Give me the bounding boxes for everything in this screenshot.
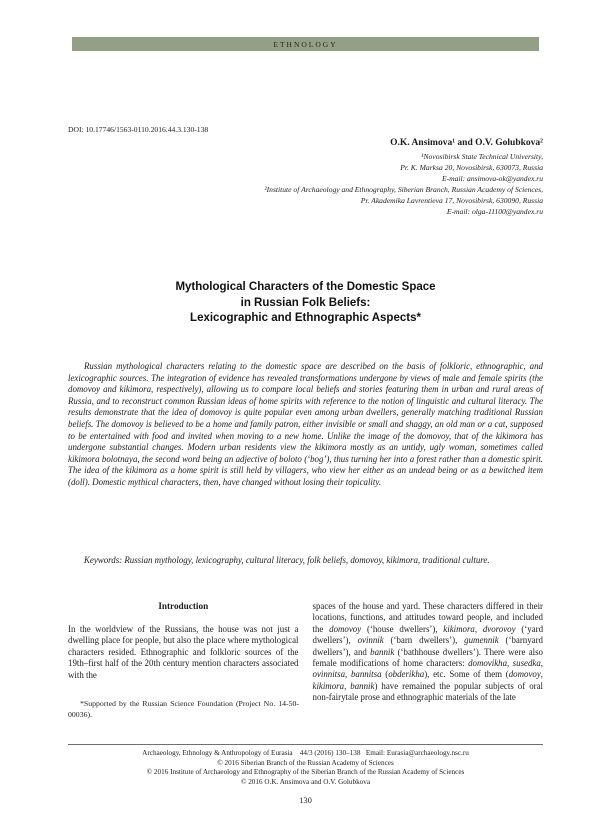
authors-block	[68, 138, 543, 217]
text-segment: susedka	[512, 658, 541, 669]
text-segment: ,	[507, 658, 513, 669]
article-title	[68, 280, 543, 327]
line: Lexicographic and Ethnographic Aspects*	[190, 312, 421, 324]
text-segment: ,	[344, 680, 351, 691]
line: E-mail: ansimova-ok@yandex.ru	[441, 174, 543, 183]
line: Pr. K. Marksa 20, Novosibirsk, 630073, Russia	[400, 163, 543, 172]
keywords-paragraph: Keywords: Russian mythology, lexicography, cultural literacy, folk beliefs, domovoy, kikimora, traditional culture.	[84, 555, 490, 565]
line: Pr. Akademika Lavrentieva 17, Novosibirsk, 630090, Russia	[360, 196, 543, 205]
text-segment: ,	[345, 669, 351, 680]
text-segment: obderikha	[388, 669, 425, 680]
text-segment: domovikha	[468, 658, 508, 669]
text-segment: domovoy	[508, 669, 541, 680]
text-segment: (‘barn dwellers’),	[383, 635, 465, 646]
text-segment: ,	[474, 623, 483, 634]
doi-text: DOI: 10.17746/1563-0110.2016.44.3.130-138	[68, 125, 209, 134]
text-segment: domovoy	[329, 623, 362, 634]
author-names: O.K. Ansimova¹ and O.V. Golubkova²	[390, 138, 543, 148]
line: Archaeology, Ethnology & Anthropology of Eurasia 44/3 (2016) 130–138 Email: Eurasia@archaeology.nsc.ru	[142, 749, 469, 757]
text-segment: ), etc. Some of them (	[424, 669, 509, 680]
text-segment: gumennik	[464, 635, 499, 646]
section-band	[72, 37, 539, 51]
text-segment: spaces of the house and yard. These characters differed in their locations, functions, and attitudes toward people, and included the	[312, 601, 543, 634]
line: in Russian Folk Beliefs:	[240, 296, 371, 309]
line: ²Institute of Archaeology and Ethnography, Siberian Branch, Russian Academy of Sciences,	[264, 185, 543, 194]
text-segment: bannik	[350, 680, 375, 691]
text-segment: (‘barnyard dwellers’), and	[312, 635, 543, 657]
text-segment: ,	[540, 658, 543, 669]
right-column	[313, 601, 544, 704]
line: E-mail: olga-11100@yandex.ru	[446, 207, 543, 216]
abstract-paragraph: Russian mythological characters relating to the domestic space are described on the basis of folkloric, ethnographic, and lexicographic sources. The integration of evidence has revealed transformations undergone by views of male and female spirits (the domovoy and kikimora, respectively), allowing us to compare local beliefs and stories featuring them in urban and rural areas of Russia, and to reconstruct common Russian ideas of home spirits with reference to the notion of linguistic and cultural literacy. The results demonstrate that the idea of domovoy is quite popular even among urban dwellers, generally matching traditional Russian beliefs. The domovoy is believed to be a home and family patron, either invisible or small and shaggy, an old man or a cat, supposed to be entertained with food and invited when moving to a new home. Unlike the image of the domovoy, that of the kikimora has undergone substantial changes. Modern urban residents view the kikimora mostly as an untidy, ugly woman, sometimes called kikimora bolotnaya, the second word being an adjective of boloto (‘bog’), thus turning her into a forest rather than a domestic spirit. The idea of the kikimora as a home spirit is still held by villagers, who view her either as an undead being or as a bewitched item (doll). Domestic mythical characters, then, have changed without losing their topicality.	[68, 361, 543, 487]
footer-block	[30, 749, 581, 787]
footnote-text: *Supported by the Russian Science Foundation (Project No. 14-50-00036).	[68, 699, 299, 719]
section-label: ETHNOLOGY	[273, 39, 338, 49]
footer-rule	[68, 744, 543, 745]
line: ¹Novosibirsk State Technical University,	[421, 152, 543, 161]
text-segment: bannitsa	[350, 669, 382, 680]
page-number: 130	[299, 795, 312, 805]
text-segment: (‘bathhouse dwellers’). There were also female modifications of home characters:	[312, 646, 543, 669]
text-segment: ) have remained the popular subjects of oral non-fairytale prose and ethnographic materials of the late	[312, 680, 543, 703]
line: © 2016 Siberian Branch of the Russian Academy of Sciences	[217, 758, 394, 767]
introduction-heading: Introduction	[158, 601, 209, 611]
text-segment: bannik	[370, 646, 395, 657]
text-segment: (‘yard dwellers’),	[312, 623, 544, 646]
left-column-paragraph: In the worldview of the Russians, the house was not just a dwelling place for people, but also the place where mythological characters resided. Ethnographic and folkloric sources of the 19th–first half of the 20th century mention characters associated with the	[68, 624, 299, 680]
text-segment: (‘house dwellers’),	[361, 623, 444, 634]
affiliations-block	[68, 151, 543, 217]
line: © 2016 Institute of Archaeology and Ethnography of the Siberian Branch of the Russian Academy of Sciences	[146, 768, 465, 777]
line: © 2016 O.K. Ansimova and O.V. Golubkova	[240, 777, 371, 786]
body-columns	[68, 601, 543, 704]
text-segment: dvorovoy	[482, 623, 516, 634]
text-segment: ,	[540, 669, 543, 680]
text-segment: ovinnik	[357, 635, 384, 646]
text-segment: ovinnitsa	[312, 669, 346, 680]
line: Mythological Characters of the Domestic Space	[175, 281, 436, 293]
text-segment: kikimora	[443, 623, 475, 634]
right-column-paragraph	[313, 601, 544, 704]
text-segment: kikimora	[312, 680, 345, 691]
text-segment: (	[381, 669, 389, 680]
left-column	[68, 601, 299, 704]
